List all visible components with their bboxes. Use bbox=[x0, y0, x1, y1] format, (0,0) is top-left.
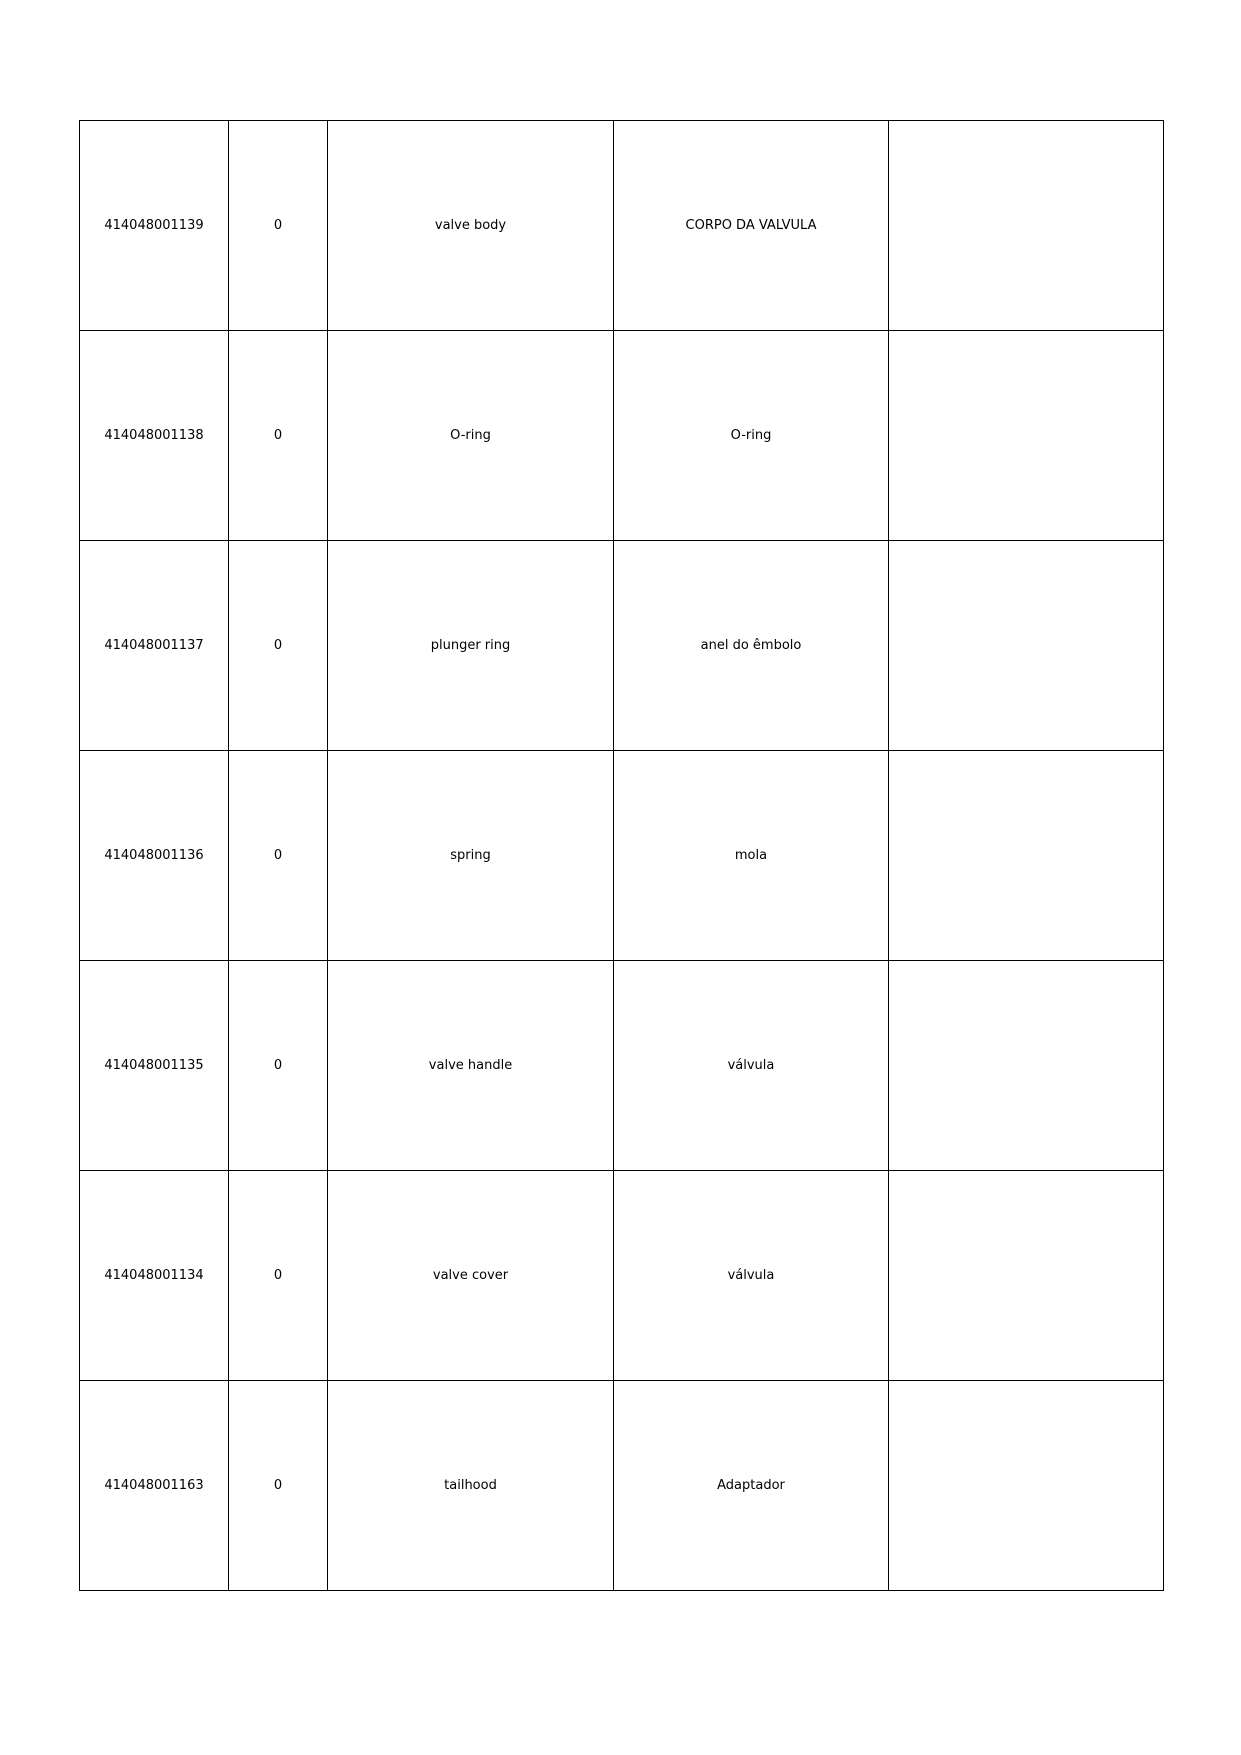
portuguese-name-cell: anel do êmbolo bbox=[614, 541, 889, 751]
parts-table bbox=[79, 120, 1164, 1591]
portuguese-name-cell: Adaptador bbox=[614, 1381, 889, 1591]
english-name-cell: valve body bbox=[328, 121, 614, 331]
table-row bbox=[80, 121, 1164, 331]
portuguese-name-cell: válvula bbox=[614, 961, 889, 1171]
table-row bbox=[80, 331, 1164, 541]
extra-cell bbox=[889, 1171, 1164, 1381]
portuguese-name-cell: O-ring bbox=[614, 331, 889, 541]
quantity-cell: 0 bbox=[229, 1171, 328, 1381]
english-name-cell: O-ring bbox=[328, 331, 614, 541]
quantity-cell: 0 bbox=[229, 961, 328, 1171]
table-row bbox=[80, 751, 1164, 961]
quantity-cell: 0 bbox=[229, 751, 328, 961]
english-name-cell: valve handle bbox=[328, 961, 614, 1171]
table-row bbox=[80, 541, 1164, 751]
quantity-cell: 0 bbox=[229, 541, 328, 751]
table-row bbox=[80, 1381, 1164, 1591]
portuguese-name-cell: válvula bbox=[614, 1171, 889, 1381]
extra-cell bbox=[889, 1381, 1164, 1591]
english-name-cell: plunger ring bbox=[328, 541, 614, 751]
english-name-cell: tailhood bbox=[328, 1381, 614, 1591]
quantity-cell: 0 bbox=[229, 121, 328, 331]
portuguese-name-cell: mola bbox=[614, 751, 889, 961]
table-row bbox=[80, 1171, 1164, 1381]
part-code-cell: 414048001134 bbox=[80, 1171, 229, 1381]
english-name-cell: spring bbox=[328, 751, 614, 961]
table-row bbox=[80, 961, 1164, 1171]
english-name-cell: valve cover bbox=[328, 1171, 614, 1381]
part-code-cell: 414048001163 bbox=[80, 1381, 229, 1591]
part-code-cell: 414048001136 bbox=[80, 751, 229, 961]
extra-cell bbox=[889, 121, 1164, 331]
part-code-cell: 414048001138 bbox=[80, 331, 229, 541]
extra-cell bbox=[889, 331, 1164, 541]
extra-cell bbox=[889, 541, 1164, 751]
portuguese-name-cell: CORPO DA VALVULA bbox=[614, 121, 889, 331]
part-code-cell: 414048001137 bbox=[80, 541, 229, 751]
quantity-cell: 0 bbox=[229, 331, 328, 541]
extra-cell bbox=[889, 961, 1164, 1171]
parts-table-body bbox=[80, 121, 1164, 1591]
quantity-cell: 0 bbox=[229, 1381, 328, 1591]
part-code-cell: 414048001139 bbox=[80, 121, 229, 331]
extra-cell bbox=[889, 751, 1164, 961]
part-code-cell: 414048001135 bbox=[80, 961, 229, 1171]
